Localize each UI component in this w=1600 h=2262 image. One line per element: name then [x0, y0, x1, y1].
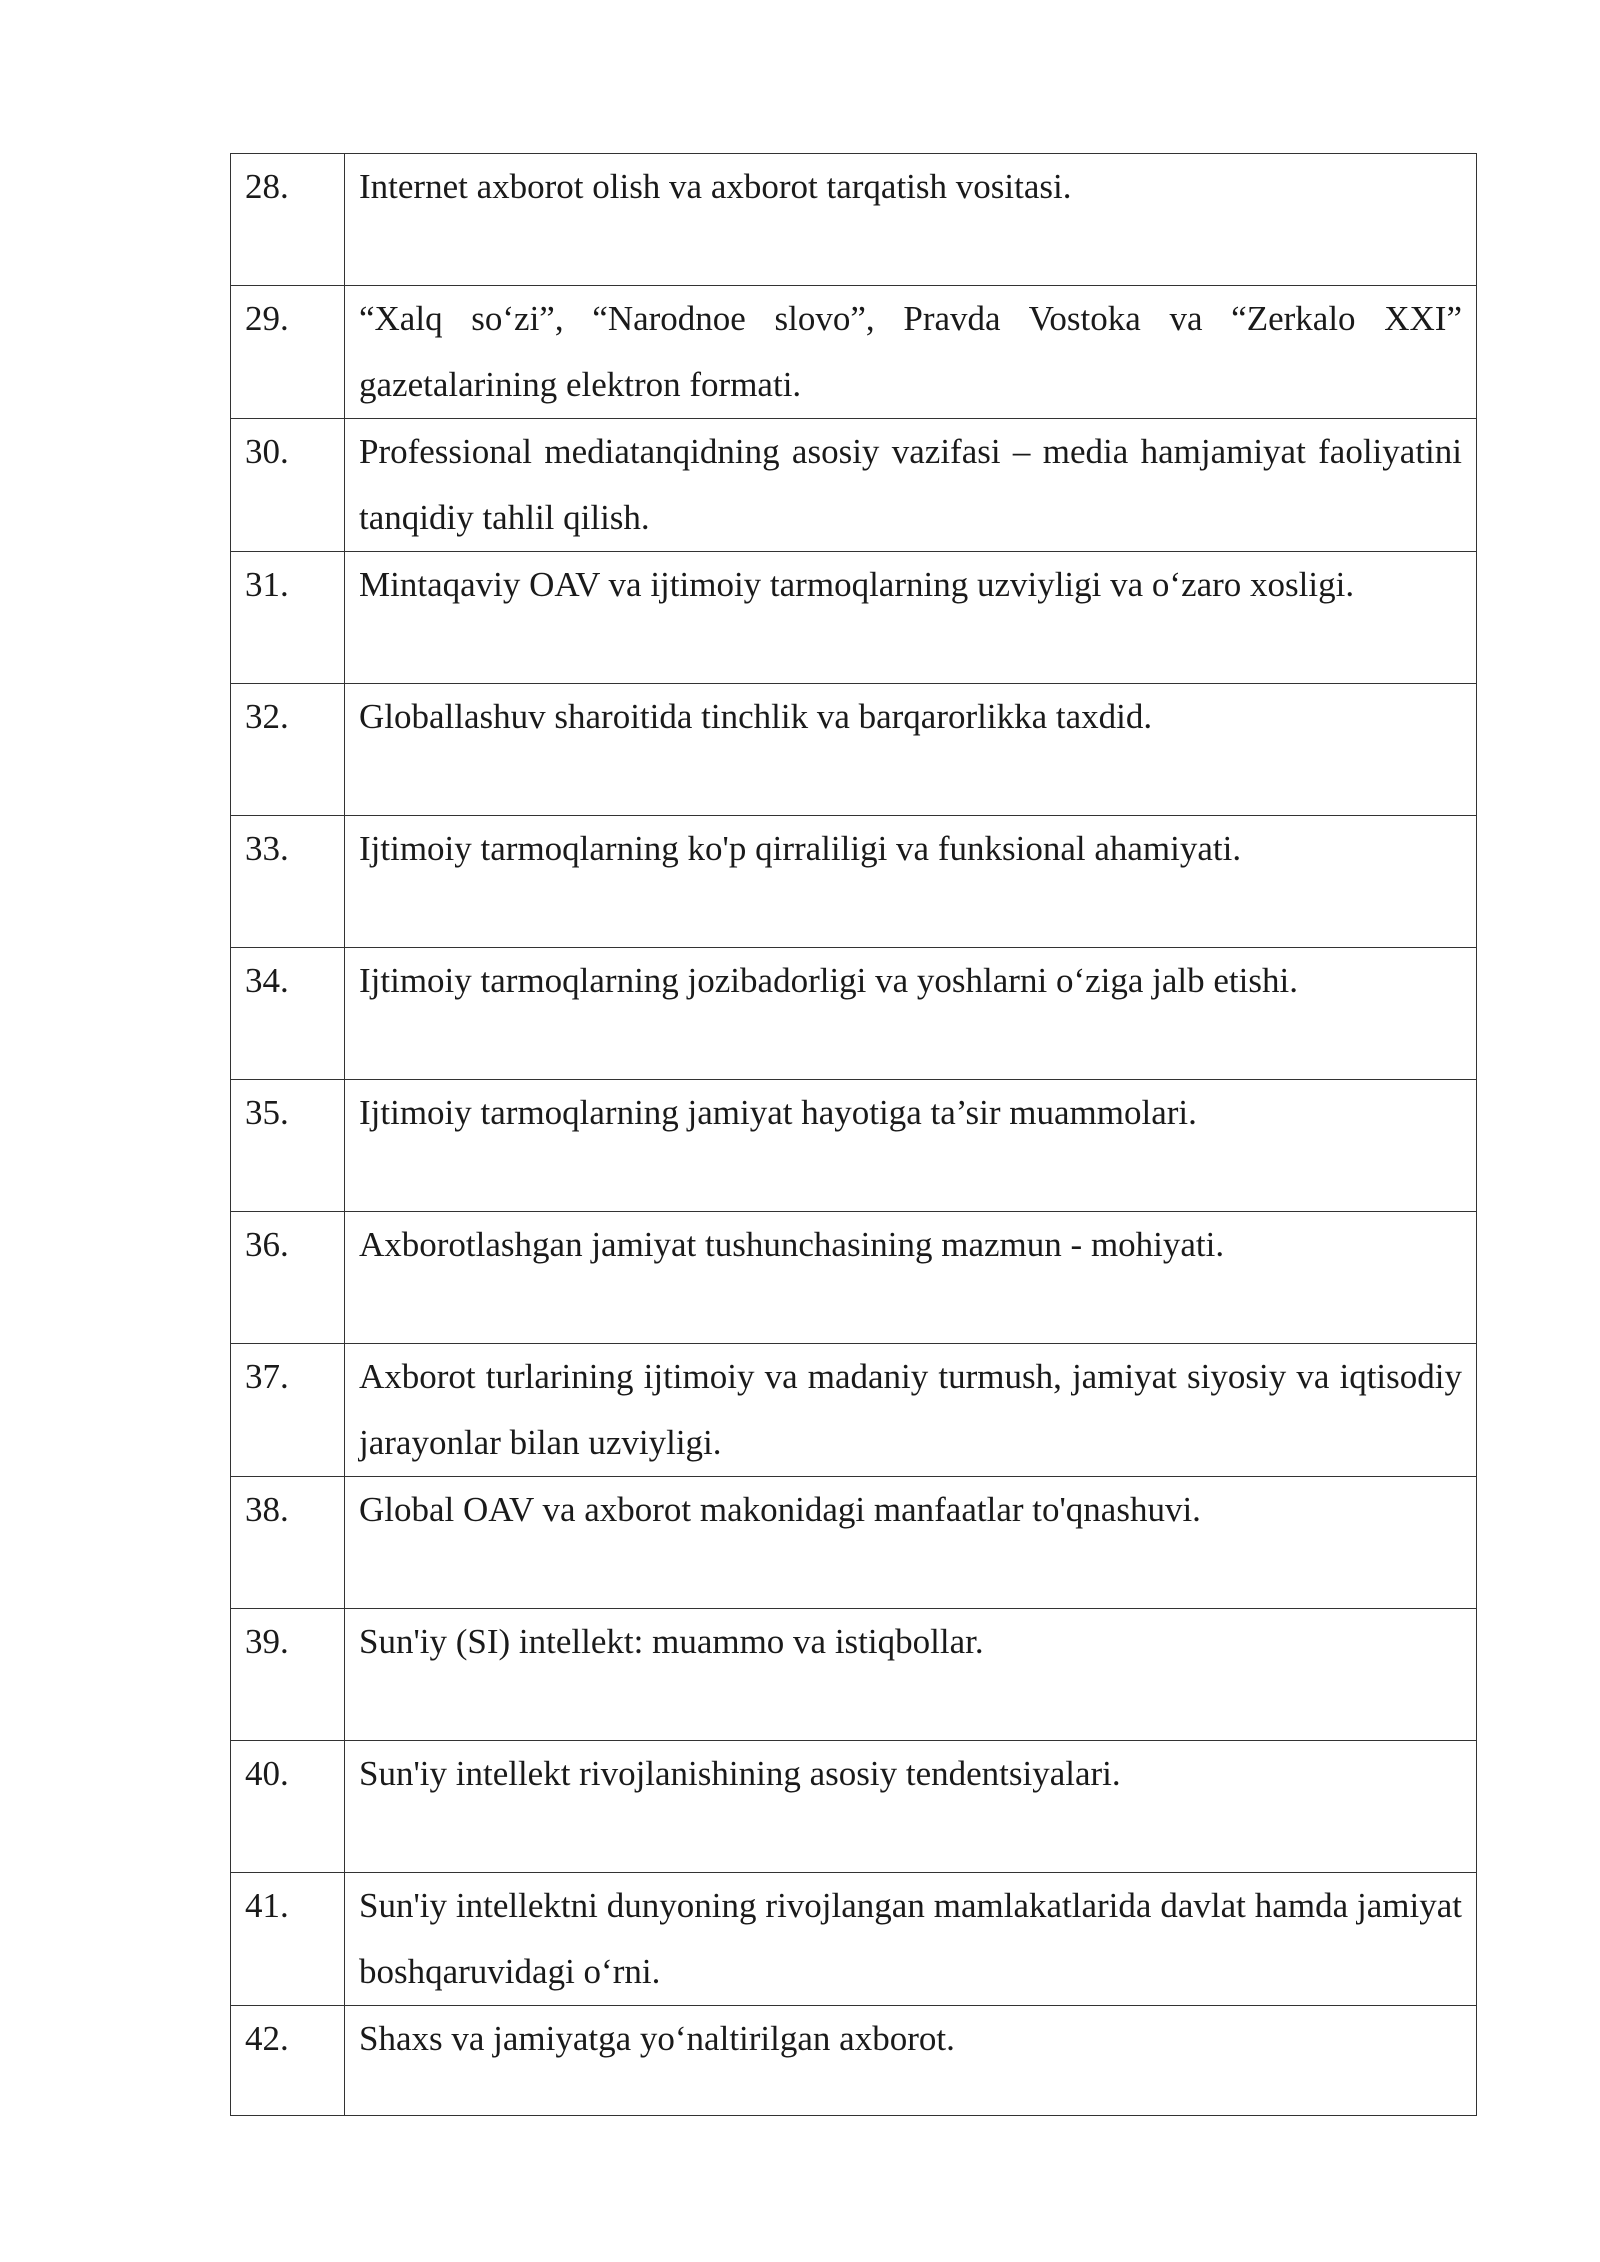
- row-text: Ijtimoiy tarmoqlarning ko'p qirraliligi va funksional ahamiyati.: [345, 816, 1477, 948]
- row-number: 42.: [231, 2006, 345, 2116]
- table-row: [231, 2006, 1477, 2116]
- row-number: 36.: [231, 1212, 345, 1344]
- row-number: 29.: [231, 286, 345, 419]
- row-text: Mintaqaviy OAV va ijtimoiy tarmoqlarning uzviyligi va o‘zaro xosligi.: [345, 552, 1477, 684]
- row-text: Sun'iy intellekt rivojlanishining asosiy tendentsiyalari.: [345, 1741, 1477, 1873]
- row-text: Globallashuv sharoitida tinchlik va barqarorlikka taxdid.: [345, 684, 1477, 816]
- row-number: 31.: [231, 552, 345, 684]
- table-row: [231, 419, 1477, 552]
- row-text: Ijtimoiy tarmoqlarning jamiyat hayotiga ta’sir muammolari.: [345, 1080, 1477, 1212]
- table-row: [231, 1609, 1477, 1741]
- table-row: [231, 286, 1477, 419]
- table-row: [231, 1212, 1477, 1344]
- row-number: 37.: [231, 1344, 345, 1477]
- row-text: Global OAV va axborot makonidagi manfaatlar to'qnashuvi.: [345, 1477, 1477, 1609]
- row-number: 30.: [231, 419, 345, 552]
- row-number: 32.: [231, 684, 345, 816]
- row-text: Shaxs va jamiyatga yo‘naltirilgan axborot.: [345, 2006, 1477, 2116]
- topics-table: [230, 153, 1477, 2116]
- table-row: [231, 1741, 1477, 1873]
- row-text: Professional mediatanqidning asosiy vazifasi – media hamjamiyat faoliyatini tanqidiy tahlil qilish.: [345, 419, 1477, 552]
- row-text: “Xalq so‘zi”, “Narodnoe slovo”, Pravda Vostoka va “Zerkalo XXI” gazetalarining elektron formati.: [345, 286, 1477, 419]
- row-number: 38.: [231, 1477, 345, 1609]
- row-text: Internet axborot olish va axborot tarqatish vositasi.: [345, 154, 1477, 286]
- table-row: [231, 816, 1477, 948]
- row-text: Ijtimoiy tarmoqlarning jozibadorligi va yoshlarni o‘ziga jalb etishi.: [345, 948, 1477, 1080]
- row-number: 40.: [231, 1741, 345, 1873]
- row-number: 33.: [231, 816, 345, 948]
- table-row: [231, 1477, 1477, 1609]
- table-row: [231, 1873, 1477, 2006]
- row-text: Axborot turlarining ijtimoiy va madaniy turmush, jamiyat siyosiy va iqtisodiy jarayonlar bilan uzviyligi.: [345, 1344, 1477, 1477]
- table-row: [231, 1344, 1477, 1477]
- row-number: 34.: [231, 948, 345, 1080]
- table-row: [231, 1080, 1477, 1212]
- row-number: 35.: [231, 1080, 345, 1212]
- table-row: [231, 684, 1477, 816]
- row-text: Sun'iy intellektni dunyoning rivojlangan mamlakatlarida davlat hamda jamiyat boshqaruvidagi o‘rni.: [345, 1873, 1477, 2006]
- row-text: Axborotlashgan jamiyat tushunchasining mazmun - mohiyati.: [345, 1212, 1477, 1344]
- table-row: [231, 948, 1477, 1080]
- table-row: [231, 552, 1477, 684]
- row-number: 28.: [231, 154, 345, 286]
- topics-table-body: [231, 154, 1477, 2116]
- row-text: Sun'iy (SI) intellekt: muammo va istiqbollar.: [345, 1609, 1477, 1741]
- row-number: 41.: [231, 1873, 345, 2006]
- row-number: 39.: [231, 1609, 345, 1741]
- table-row: [231, 154, 1477, 286]
